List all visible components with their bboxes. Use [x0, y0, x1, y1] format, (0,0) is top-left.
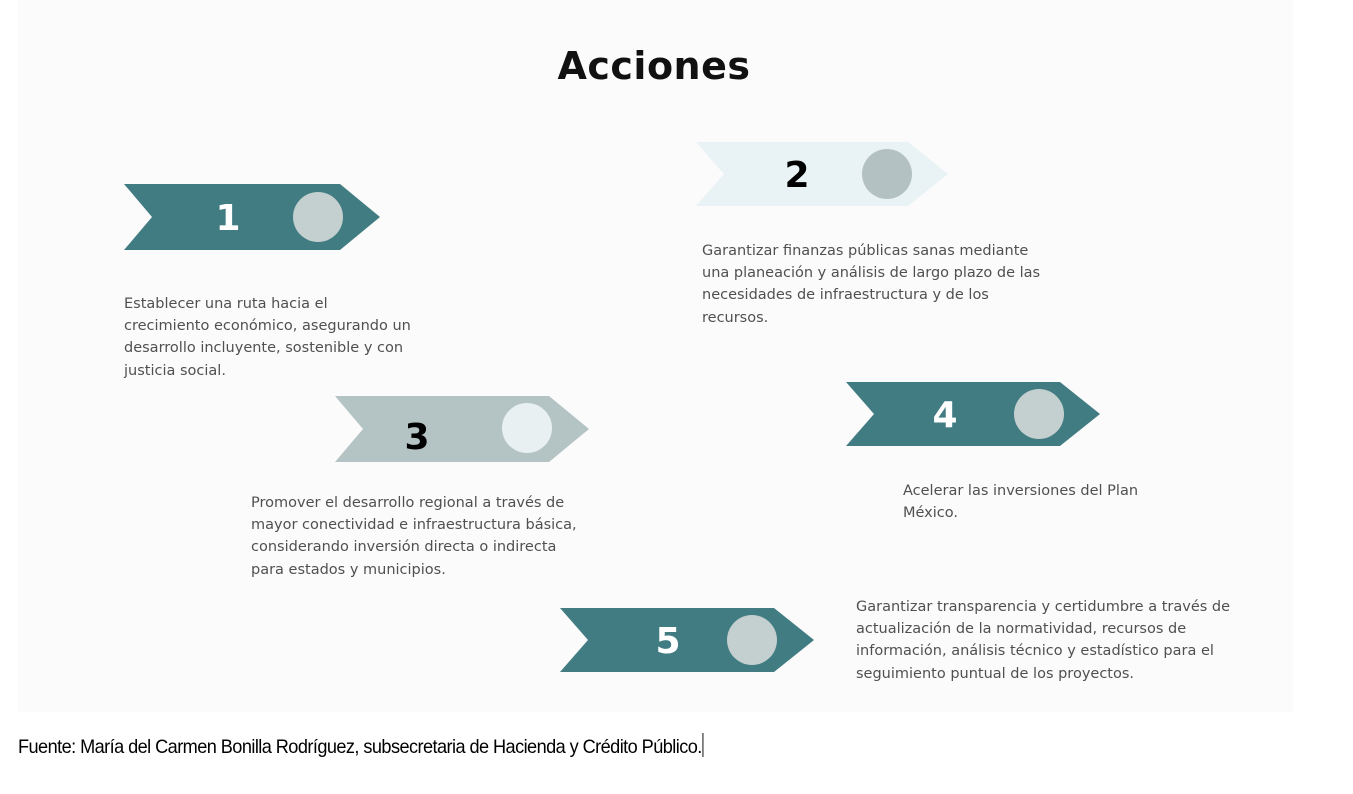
page-title: Acciones — [557, 44, 751, 88]
text-cursor — [703, 733, 704, 757]
action-1-circle-icon — [293, 192, 343, 242]
action-4-arrow — [846, 382, 1100, 446]
action-3-arrow — [335, 396, 589, 462]
action-4-circle-icon — [1014, 389, 1064, 439]
action-4-number: 4 — [932, 395, 958, 436]
action-5-number: 5 — [655, 621, 681, 662]
action-2-number: 2 — [784, 155, 810, 196]
action-2-description: Garantizar finanzas públicas sanas mediante una planeación y análisis de largo plazo de las necesidades de infraestructura y de los recursos. — [702, 243, 1041, 326]
action-3-circle-icon — [502, 403, 552, 453]
action-4-description: Acelerar las inversiones del Plan México. — [903, 483, 1139, 522]
action-5-description: Garantizar transparencia y certidumbre a través de actualización de la normatividad, recursos de información, análisis técnico y estadístico para el seguimiento puntual de los proyectos. — [856, 599, 1231, 682]
action-1-arrow — [124, 184, 380, 250]
source-text: Fuente: María del Carmen Bonilla Rodríguez, subsecretaria de Hacienda y Crédito Público. — [18, 736, 702, 758]
source-caption[interactable] — [18, 733, 704, 759]
action-5-arrow — [560, 608, 814, 672]
action-1-description: Establecer una ruta hacia el crecimiento económico, asegurando un desarrollo incluyente, sostenible y con justicia social. — [124, 296, 411, 379]
action-5-circle-icon — [727, 615, 777, 665]
action-2-circle-icon — [862, 149, 912, 199]
action-3-number: 3 — [404, 417, 430, 458]
action-2-arrow — [696, 142, 948, 206]
action-3-description: Promover el desarrollo regional a través de mayor conectividad e infraestructura básica, considerando inversión directa o indirecta para estados y municipios. — [251, 495, 577, 578]
action-1-number: 1 — [215, 198, 241, 239]
